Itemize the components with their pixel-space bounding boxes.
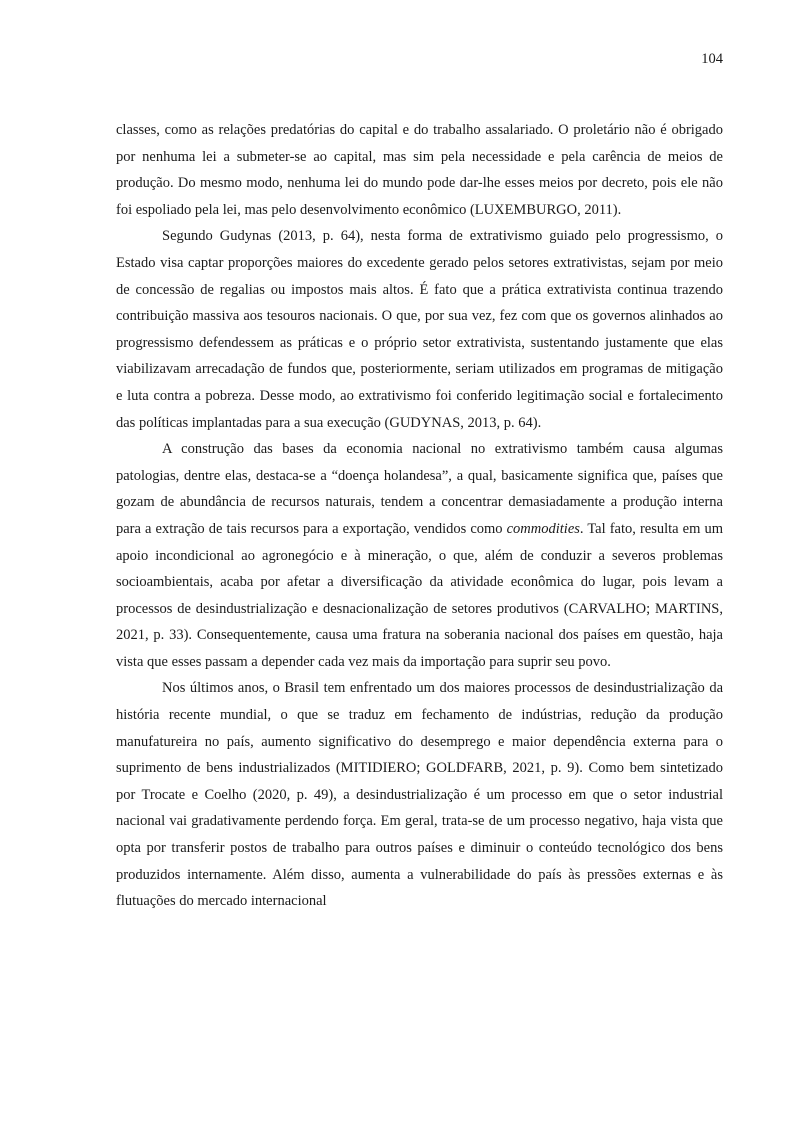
paragraph-continuation: classes, como as relações predatórias do capital e do trabalho assalariado. O proletário não é obrigado por nenhuma lei a submeter-se ao capital, mas sim pela necessidade e pela carência de meios de produção. Do mesmo modo, nenhuma lei do mundo pode dar-lhe esses meios por decreto, pois ele não foi espoliado pela lei, mas pelo desenvolvimento econômico (LUXEMBURGO, 2011). bbox=[116, 122, 723, 218]
paragraph-dutch-disease bbox=[116, 436, 723, 675]
paragraph-deindustrialization: Nos últimos anos, o Brasil tem enfrentado um dos maiores processos de desindustrialização da história recente mundial, o que se traduz em fechamento de indústrias, redução da produção manufatureira no país, aumento significativo do desemprego e maior dependência externa para o suprimento de bens industrializados (MITIDIERO; GOLDFARB, 2021, p. 9). Como bem sintetizado por Trocate e Coelho (2020, p. 49), a desindustrialização é um processo em que o setor industrial nacional vai gradativamente perdendo força. Em geral, trata-se de um processo negativo, haja vista que opta por transferir postos de trabalho para outros países e diminuir o conteúdo tecnológico dos bens produzidos internamente. Além disso, aumenta a vulnerabilidade do país às pressões externas e às flutuações do mercado internacional bbox=[116, 680, 723, 910]
paragraph-text-after: . Tal fato, resulta em um apoio incondicional ao agronegócio e à mineração, o que, além de conduzir a severos problemas socioambientais, acaba por afetar a diversificação da atividade econômica do lugar, pois levam a processos de desindustrialização e desnacionalização de setores produtivos (CARVALHO; MARTINS, 2021, p. 33). Consequentemente, causa uma fratura na soberania nacional dos países em questão, haja vista que esses passam a depender cada vez mais da importação para suprir seu povo. bbox=[116, 520, 724, 670]
paragraph-gudynas: Segundo Gudynas (2013, p. 64), nesta forma de extrativismo guiado pelo progressismo, o Estado visa captar proporções maiores do excedente gerado pelos setores extrativistas, sejam por meio de concessão de regalias ou impostos mais altos. É fato que a prática extrativista continua trazendo contribuição massiva aos tesouros nacionais. O que, por sua vez, fez com que os governos alinhados ao progressismo defendessem as práticas e o próprio setor extrativista, sustentando justamente que elas viabilizavam arrecadação de fundos que, posteriormente, seriam utilizados em programas de mitigação e luta contra a pobreza. Desse modo, ao extrativismo foi conferido legitimação social e fortalecimento das políticas implantadas para a sua execução (GUDYNAS, 2013, p. 64). bbox=[116, 228, 723, 431]
document-body bbox=[116, 117, 723, 915]
page-number: 104 bbox=[701, 51, 723, 67]
commodities-emphasis: commodities bbox=[506, 520, 580, 537]
paragraph-text-before: A construção das bases da economia nacional no extrativismo também causa algumas patologias, dentre elas, destaca-se a “doença holandesa”, a qual, basicamente significa que, países que gozam de abundância de recursos naturais, tendem a concentrar demasiadamente a produção interna para a extração de tais recursos para a exportação, vendidos como bbox=[116, 441, 723, 537]
